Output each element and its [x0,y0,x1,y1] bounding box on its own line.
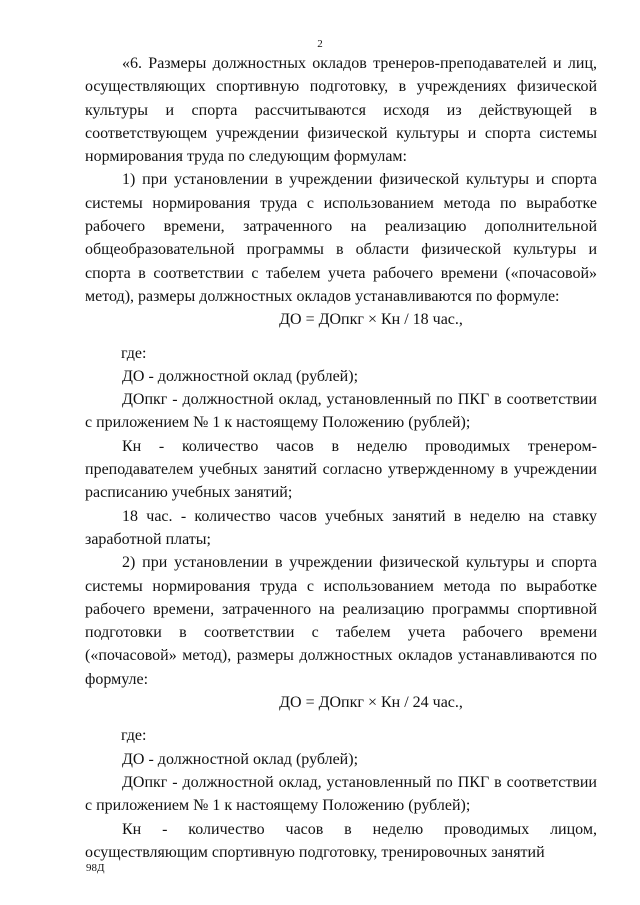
definition-do: ДО - должностной оклад (рублей); [122,367,359,385]
paragraph-item-2: 2) при установлении в учреждении физической культуры и спорта системы нормирования труда с использованием метода по выработке рабочего времени, затраченного на реализацию программы спортивной подготовки в соответствии с табелем учета рабочего времени («почасовой» метод), размеры должностных окладов устанавливаются по формуле: [85,554,597,688]
footer-code: 98Д [86,862,105,874]
definition-kn: Кн - количество часов в неделю проводимых тренером-преподавателем учебных занятий согласно утвержденному в учреждении расписанию учебных занятий; [85,437,597,502]
paragraph-where: где: [121,344,147,362]
page-number: 2 [317,38,323,50]
definition-do-2: ДО - должностной оклад (рублей); [122,750,359,768]
paragraph-intro: «6. Размеры должностных окладов тренеров-преподавателей и лиц, осуществляющих спортивную подготовку, в учреждениях физической культуры и спорта рассчитываются исходя из действующей в соответствующем учреждении физической культуры и спорта системы нормирования труда по следующим формулам: [85,55,597,166]
formula-24-hours: ДО = ДОпкг × Кн / 24 час., [279,694,463,712]
definition-kn-2: Кн - количество часов в неделю проводимых лицом, осуществляющим спортивную подготовку, тренировочных занятий [85,820,597,861]
paragraph-item-1: 1) при установлении в учреждении физической культуры и спорта системы нормирования труда с использованием метода по выработке рабочего времени, затраченного на реализацию дополнительной общеобразовательной программы в области физической культуры и спорта в соответствии с табелем учета рабочего времени («почасовой» метод), размеры должностных окладов устанавливаются по формуле: [85,171,597,305]
definition-dopkg-2: ДОпкг - должностной оклад, установленный по ПКГ в соответствии с приложением № 1 к настоящему Положению (рублей); [85,773,597,815]
document-body [85,52,597,864]
definition-18-hours: 18 час. - количество часов учебных занятий в неделю на ставку заработной платы; [85,507,597,548]
paragraph-where-2: где: [121,727,147,745]
formula-18-hours: ДО = ДОпкг × Кн / 18 час., [279,311,463,329]
definition-dopkg: ДОпкг - должностной оклад, установленный по ПКГ в соответствии с приложением № 1 к настоящему Положению (рублей); [85,391,597,432]
